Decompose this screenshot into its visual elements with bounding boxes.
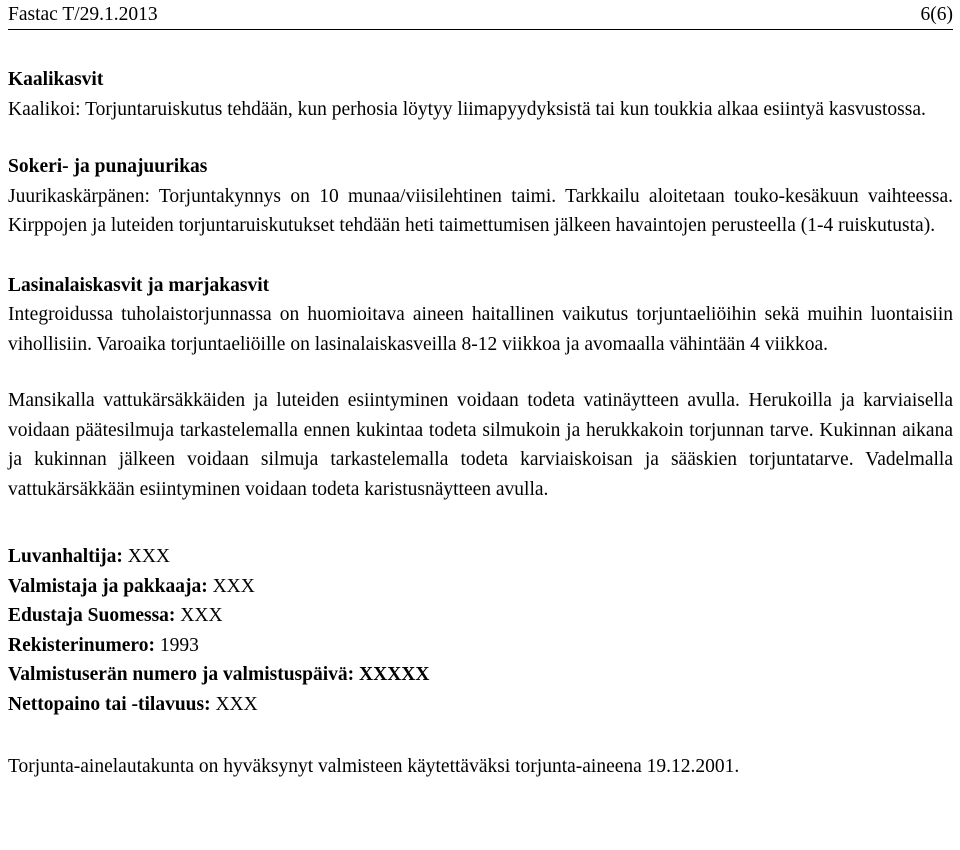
section-marjat (8, 386, 953, 504)
document-page (8, 0, 953, 782)
info-value: 1993 (154, 634, 199, 656)
info-nettopaino (8, 690, 953, 720)
product-info (8, 542, 953, 719)
info-label: Nettopaino tai -tilavuus: (8, 693, 211, 715)
info-label: Valmistaja ja pakkaaja: (8, 575, 208, 597)
document-reference: Fastac T/29.1.2013 (8, 4, 158, 25)
info-label: Luvanhaltija: (8, 546, 123, 567)
info-rekisterinumero (8, 631, 953, 661)
info-valmistuserä (8, 660, 953, 690)
section-text: Juurikaskärpänen: Torjuntakynnys on 10 munaa/viisilehtinen taimi. Tarkkailu aloitetaan touko-kesäkuun vaihteessa. Kirppojen ja luteiden torjuntaruiskutukset tehdään heti taimettumisen jälkeen havaintojen perusteella (1-4 ruiskutusta). (8, 185, 953, 236)
section-text: Integroidussa tuholaistorjunnassa on huomioitava aineen haitallinen vaikutus torjuntaeliöihin sekä muihin luontaisiin vihollisiin. Varoaika torjuntaeliöille on lasinalaiskasveilla 8-12 viikkoa ja avomaalla vähintään 4 viikkoa. (8, 304, 953, 355)
info-value: XXXXX (354, 664, 430, 685)
section-lasinalaiskasvit (8, 271, 953, 360)
section-juurikas (8, 152, 953, 241)
info-label: Rekisterinumero: (8, 634, 155, 656)
section-text: Kaalikoi: Torjuntaruiskutus tehdään, kun perhosia löytyy liimapyydyksistä tai kun toukkia alkaa esiintyä kasvustossa. (8, 98, 926, 120)
section-heading: Lasinalaiskasvit ja marjakasvit (8, 274, 270, 296)
section-heading: Kaalikasvit (8, 69, 104, 90)
section-text: Mansikalla vattukärsäkkäiden ja luteiden esiintyminen voidaan todeta vatinäytteen avulla. Herukoilla ja karviaisella voidaan päätesilmuja tarkastelemalla ennen kukintaa todeta silmukoin ja herukkakoin torjunnan tarve. Kukinnan aikana ja kukinnan jälkeen voidaan silmuja tarkastelemalla todeta karviaiskoisan ja sääskien torjuntatarve. Vadelmalla vattukärsäkkään esiintyminen voidaan todeta karistusnäytteen avulla. (8, 390, 953, 500)
info-value: XXX (207, 575, 255, 597)
section-heading: Sokeri- ja punajuurikas (8, 156, 208, 177)
section-kaalikasvit (8, 65, 953, 124)
info-label: Valmistuserän numero ja valmistuspäivä: (8, 664, 355, 685)
info-value: XXX (210, 693, 258, 715)
info-value: XXX (122, 546, 170, 567)
page-number: 6(6) (920, 4, 953, 25)
approval-statement: Torjunta-ainelautakunta on hyväksynyt valmisteen käytettäväksi torjunta-aineena 19.12.2001. (8, 756, 740, 777)
page-header (8, 0, 953, 30)
info-label: Edustaja Suomessa: (8, 605, 176, 626)
info-luvanhaltija (8, 542, 953, 572)
info-edustaja (8, 601, 953, 631)
info-value: XXX (175, 605, 223, 626)
info-valmistaja (8, 572, 953, 602)
